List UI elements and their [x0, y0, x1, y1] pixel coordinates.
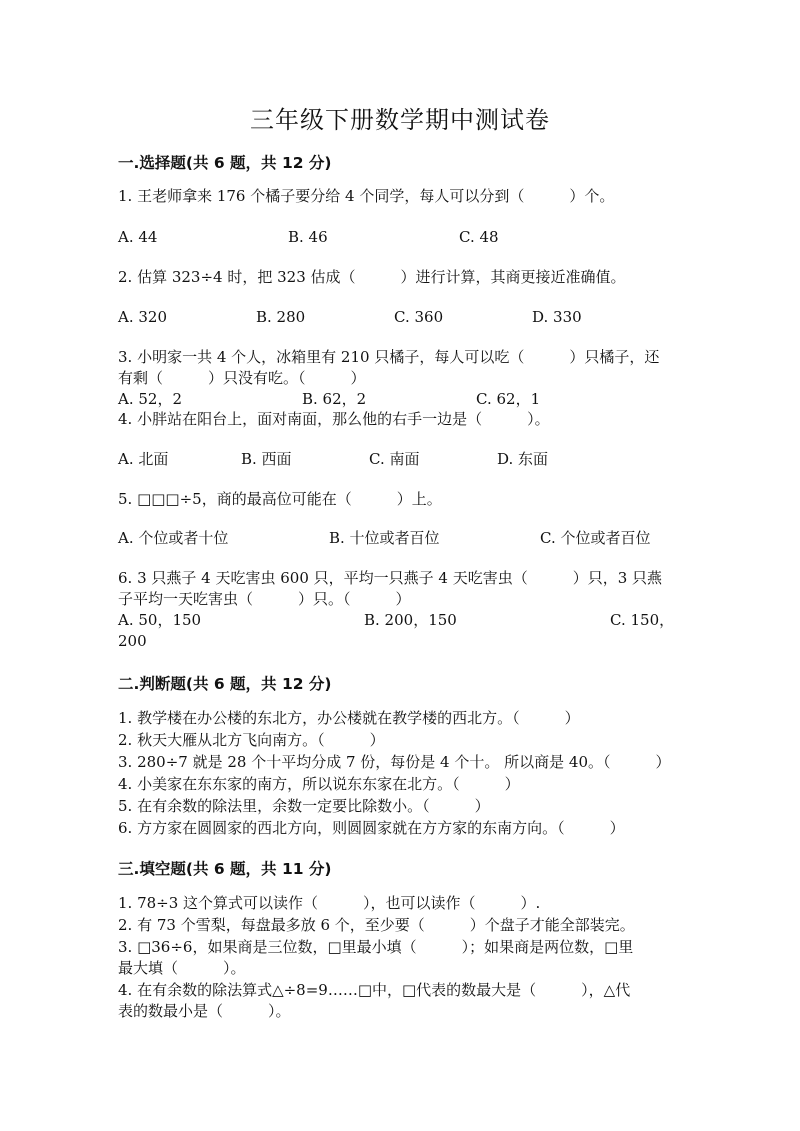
question-6-line-2: 子平均一天吃害虫（ ）只。（ ） [118, 590, 411, 608]
q5-option-c: C. 个位或者百位 [540, 529, 651, 547]
q5-option-a: A. 个位或者十位 [118, 529, 229, 547]
page-title: 三年级下册数学期中测试卷 [250, 106, 550, 134]
section-heading-choice: 一.选择题(共 6 题，共 12 分) [118, 154, 332, 172]
q1-option-c: C. 48 [459, 228, 499, 246]
question-5: 5. □□□÷5，商的最高位可能在（ ）上。 [118, 490, 442, 508]
judge-item-5: 5. 在有余数的除法里，余数一定要比除数小。（ ） [118, 797, 490, 815]
q5-option-b: B. 十位或者百位 [329, 529, 440, 547]
judge-item-6: 6. 方方家在圆圆家的西北方向，则圆圆家就在方方家的东南方向。（ ） [118, 819, 625, 837]
judge-item-1: 1. 教学楼在办公楼的东北方，办公楼就在教学楼的西北方。（ ） [118, 709, 580, 727]
fill-item-4-line-1: 4. 在有余数的除法算式△÷8=9……□中，□代表的数最大是（ ），△代 [118, 981, 631, 999]
q4-option-d: D. 东面 [497, 450, 549, 468]
q6-option-c: C. 150， [610, 611, 675, 629]
q6-option-a: A. 50，150 [118, 611, 202, 629]
q2-option-b: B. 280 [256, 308, 306, 326]
fill-item-1: 1. 78÷3 这个算式可以读作（ ），也可以读作（ ）. [118, 894, 541, 912]
q3-option-c: C. 62，1 [476, 390, 541, 408]
question-2: 2. 估算 323÷4 时，把 323 估成（ ）进行计算，其商更接近准确值。 [118, 268, 626, 286]
q2-option-d: D. 330 [532, 308, 582, 326]
judge-item-2: 2. 秋天大雁从北方飞向南方。（ ） [118, 731, 385, 749]
q1-option-a: A. 44 [118, 228, 158, 246]
fill-item-3-line-2: 最大填（ ）。 [118, 959, 246, 977]
judge-item-4: 4. 小美家在东东家的南方，所以说东东家在北方。（ ） [118, 775, 520, 793]
section-heading-judge: 二.判断题(共 6 题，共 12 分) [118, 675, 332, 693]
q4-option-a: A. 北面 [118, 450, 169, 468]
q6-option-c-continued: 200 [118, 632, 147, 650]
q2-option-a: A. 320 [118, 308, 167, 326]
fill-item-3-line-1: 3. □36÷6，如果商是三位数，□里最小填（ ）；如果商是两位数，□里 [118, 938, 634, 956]
fill-item-2: 2. 有 73 个雪梨，每盘最多放 6 个，至少要（ ）个盘子才能全部装完。 [118, 916, 635, 934]
question-3-line-2: 有剩（ ）只没有吃。（ ） [118, 369, 366, 387]
section-heading-fill: 三.填空题(共 6 题，共 11 分) [118, 860, 332, 878]
question-4: 4. 小胖站在阳台上，面对南面，那么他的右手一边是（ ）。 [118, 410, 550, 428]
q3-option-a: A. 52，2 [118, 390, 182, 408]
question-3-line-1: 3. 小明家一共 4 个人，冰箱里有 210 只橘子，每人可以吃（ ）只橘子，还 [118, 348, 660, 366]
judge-item-3: 3. 280÷7 就是 28 个十平均分成 7 份，每份是 4 个十。 所以商是 40。（ ） [118, 753, 671, 771]
question-1: 1. 王老师拿来 176 个橘子要分给 4 个同学，每人可以分到（ ）个。 [118, 187, 615, 205]
q4-option-b: B. 西面 [241, 450, 292, 468]
q4-option-c: C. 南面 [369, 450, 420, 468]
q6-option-b: B. 200，150 [364, 611, 457, 629]
q3-option-b: B. 62，2 [302, 390, 367, 408]
q1-option-b: B. 46 [288, 228, 328, 246]
q2-option-c: C. 360 [394, 308, 444, 326]
fill-item-4-line-2: 表的数最小是（ ）。 [118, 1002, 291, 1020]
question-6-line-1: 6. 3 只燕子 4 天吃害虫 600 只，平均一只燕子 4 天吃害虫（ ）只，3 只燕 [118, 569, 663, 587]
